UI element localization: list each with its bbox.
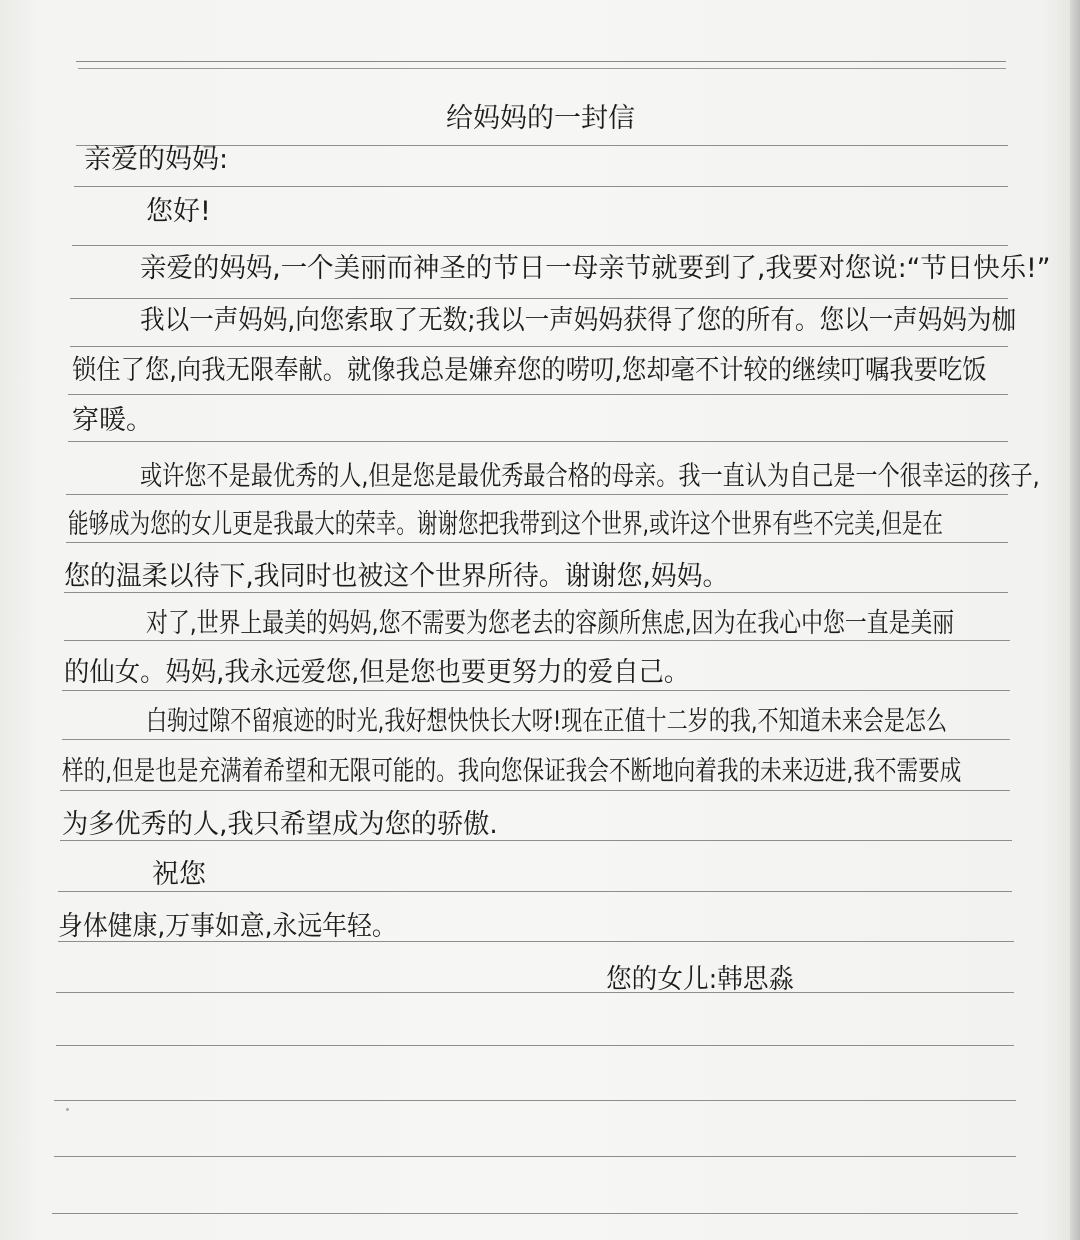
body-line: 我以一声妈妈,向您索取了无数;我以一声妈妈获得了您的所有。您以一声妈妈为枷 [140,305,1017,336]
ruled-line [68,441,1008,442]
letter-closing: 祝您 [152,859,206,890]
header-double-rule [78,68,1006,69]
body-line: 穿暖。 [72,405,153,436]
body-line: 能够成为您的女儿更是我最大的荣幸。谢谢您把我带到这个世界,或许这个世界有些不完美,但是在 [68,509,943,540]
ruled-line [56,1045,1014,1046]
body-line: 白驹过隙不留痕迹的时光,我好想快快长大呀!现在正值十二岁的我,不知道未来会是怎么 [146,706,948,737]
ruled-line [54,1100,1016,1101]
letter-greeting: 您好! [146,196,211,227]
ruled-line [74,186,1008,187]
letter-wish: 身体健康,万事如意,永远年轻。 [58,911,397,942]
body-line: 或许您不是最优秀的人,但是您是最优秀最合格的母亲。我一直认为自己是一个很幸运的孩子, [140,461,1040,492]
body-line: 亲爱的妈妈,一个美丽而神圣的节日一母亲节就要到了,我要对您说:“节日快乐!” [140,253,1051,284]
ruled-line [60,790,1010,791]
ruled-line [54,1156,1016,1157]
body-line: 您的温柔以待下,我同时也被这个世界所待。谢谢您,妈妈。 [64,561,729,592]
ruled-line [70,346,1008,347]
ruled-line [62,739,1010,740]
ruled-line [56,992,1014,993]
letter-salutation: 亲爱的妈妈: [84,144,229,175]
ruled-line [68,394,1008,395]
ruled-line [66,494,1008,495]
ruled-line [52,1213,1018,1214]
body-line: 对了,世界上最美的妈妈,您不需要为您老去的容颜所焦虑,因为在我心中您一直是美丽 [146,608,955,639]
notebook-binding-edge [1070,0,1080,1240]
body-line: 样的,但是也是充满着希望和无限可能的。我向您保证我会不断地向着我的未来迈进,我不需要成 [62,756,962,787]
ruled-line [70,298,1008,299]
ruled-line [72,245,1008,246]
letter-title: 给妈妈的一封信 [446,103,635,134]
ruled-line [66,542,1008,543]
body-line: 的仙女。妈妈,我永远爱您,但是您也要更努力的爱自己。 [64,657,690,688]
paper-speck [66,1108,69,1111]
body-line: 锁住了您,向我无限奉献。就像我总是嫌弃您的唠叨,您却毫不计较的继续叮嘱我要吃饭 [72,355,987,386]
ruled-line [62,690,1010,691]
body-line: 为多优秀的人,我只希望成为您的骄傲. [62,809,498,840]
letter-signature: 您的女儿:韩思淼 [606,964,795,995]
header-double-rule [76,61,1006,62]
